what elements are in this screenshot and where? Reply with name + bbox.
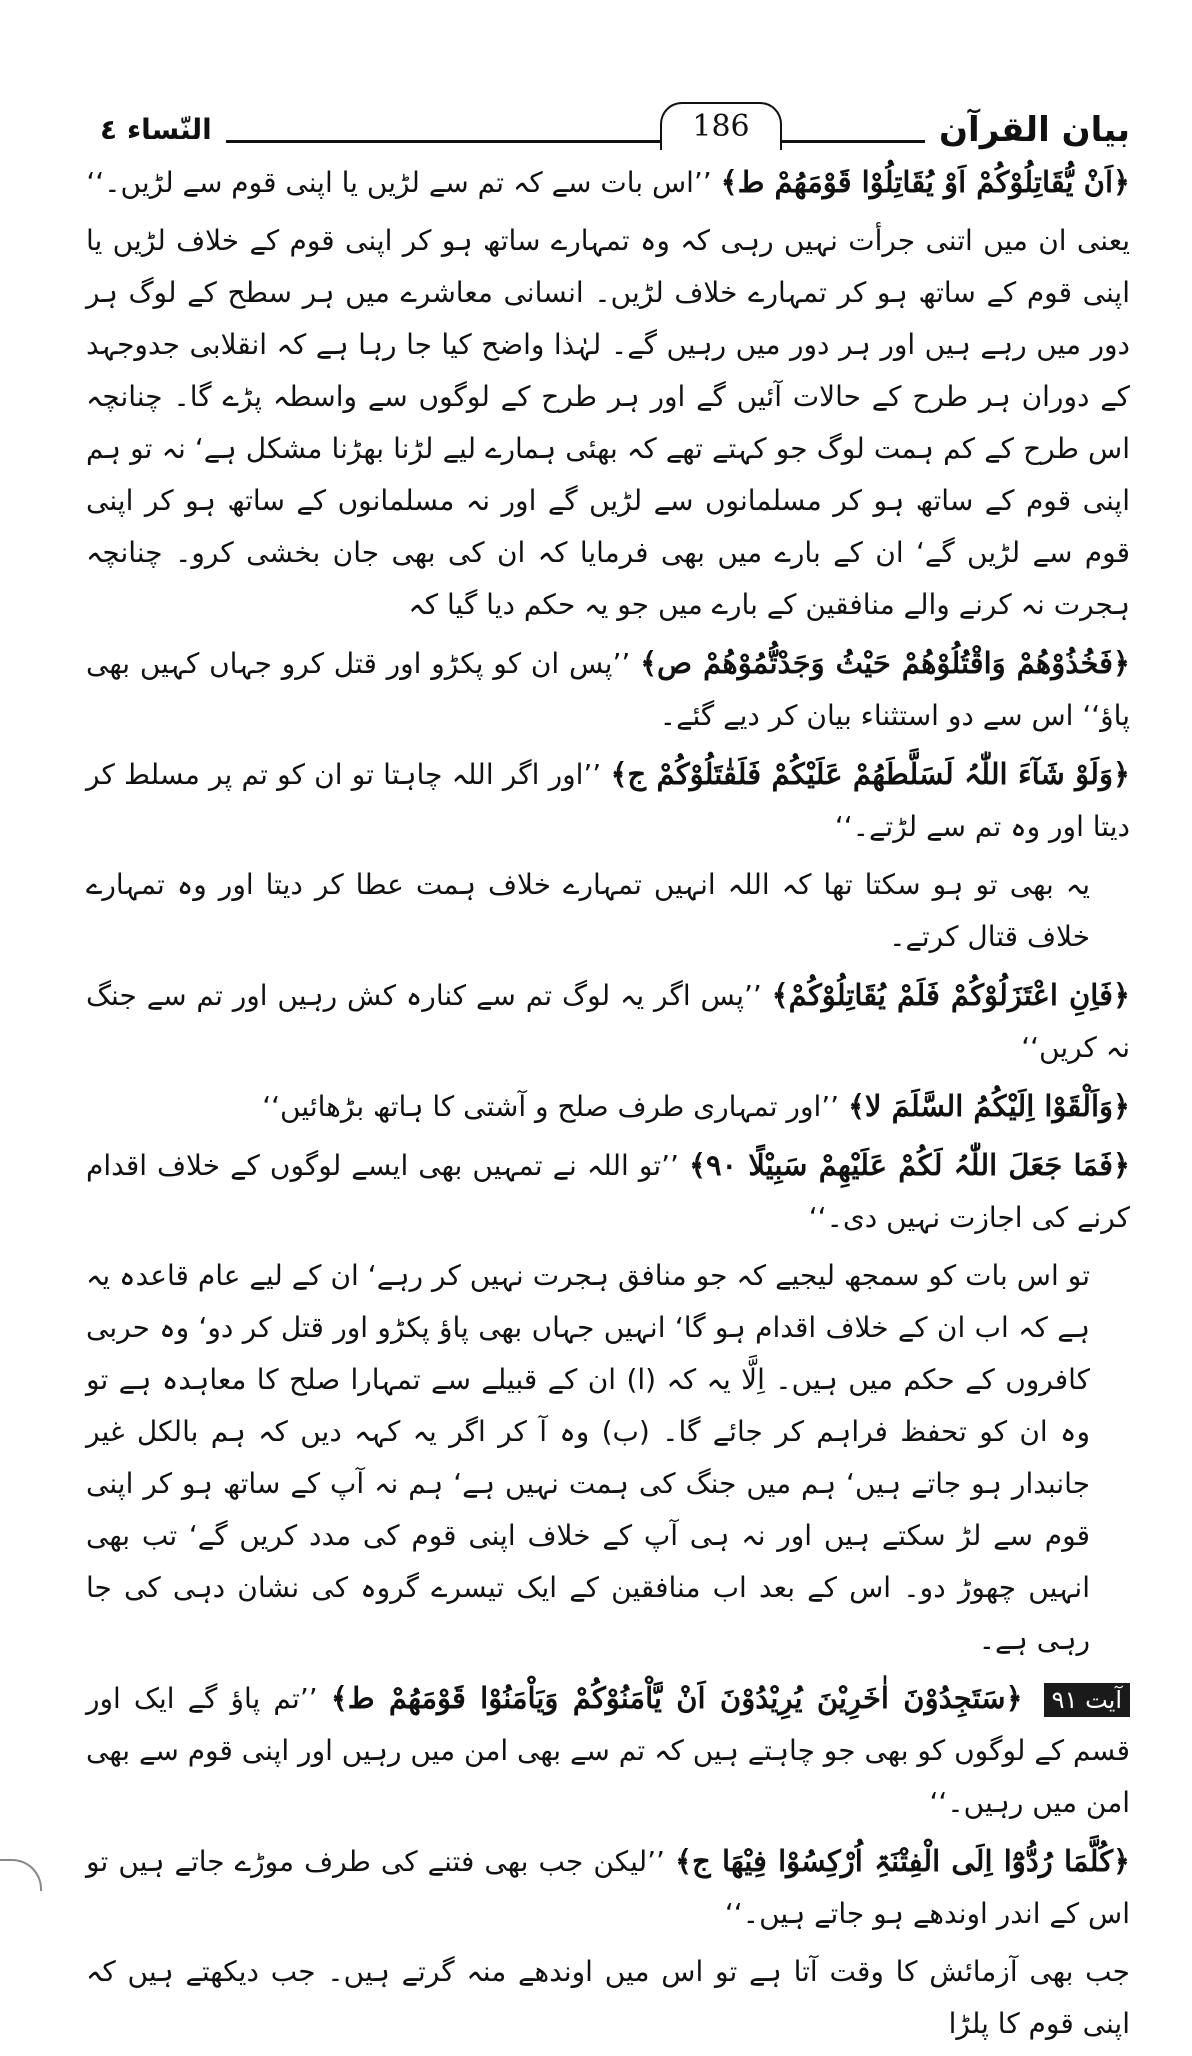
verse-paragraph: [86, 637, 1130, 742]
book-title: بیان القرآن: [925, 110, 1130, 150]
verse-paragraph: [86, 748, 1130, 853]
commentary-text: یعنی ان میں اتنی جرأت نہیں رہی کہ وہ تمہارے ساتھ ہو کر اپنی قوم کے خلاف لڑیں یا اپنی قوم کے ساتھ ہو کر تمہارے خلاف لڑیں۔ انسانی معاشرے میں ہر سطح کے لوگ ہر دور میں رہے ہیں اور ہر دور میں رہیں گے۔ لہٰذا واضح کیا جا رہا ہے کہ انقلابی جدوجہد کے دوران ہر طرح کے حالات آئیں گے اور ہر طرح کے لوگوں سے واسطہ پڑے گا۔ چنانچہ اس طرح کے کم ہمت لوگ جو کہتے تھے کہ بھئی ہمارے لیے لڑنا بھڑنا مشکل ہے‘ نہ تو ہم اپنی قوم کے ساتھ ہو کر مسلمانوں سے لڑیں گے اور نہ مسلمانوں کے ساتھ ہو کر اپنی قوم سے لڑیں گے‘ ان کے بارے میں بھی فرمایا کہ ان کی بھی جان بخشی کرو۔ چنانچہ ہجرت نہ کرنے والے منافقین کے بارے میں جو یہ حکم دیا گیا کہ: [86, 224, 1130, 621]
arabic-verse: ﴿فَمَا جَعَلَ اللّٰہُ لَکُمْ عَلَیْھِمْ سَبِیْلًا ۹۰﴾: [688, 1148, 1130, 1182]
verse-paragraph: [86, 1835, 1130, 1940]
verse-paragraph: [86, 1672, 1130, 1829]
commentary-text: جب بھی آزمائش کا وقت آتا ہے تو اس میں اوندھے منہ گرتے ہیں۔ جب دیکھتے ہیں کہ اپنی قوم کا پلڑا: [86, 1955, 1130, 2040]
verse-translation: ’’تو اللہ نے تمہیں بھی ایسے لوگوں کے خلاف اقدام کرنے کی اجازت نہیں دی۔‘‘: [86, 1149, 1130, 1234]
commentary-paragraph: [86, 215, 1130, 631]
verse-translation: ’’اور تمہاری طرف صلح و آشتی کا ہاتھ بڑھائیں‘‘: [262, 1090, 840, 1123]
commentary-paragraph: [86, 1250, 1130, 1666]
arabic-verse: ﴿فَاِنِ اعْتَزَلُوْکُمْ فَلَمْ یُقَاتِلُوْکُمْ﴾: [771, 978, 1130, 1012]
commentary-text: یہ بھی تو ہو سکتا تھا کہ اللہ انہیں تمہارے خلاف ہمت عطا کر دیتا اور وہ تمہارے خلاف قتال کرتے۔: [86, 868, 1090, 953]
arabic-verse: ﴿وَلَوْ شَآءَ اللّٰہُ لَسَلَّطَھُمْ عَلَیْکُمْ فَلَقٰتَلُوْکُمْ ج﴾: [610, 757, 1130, 791]
surah-name: النّساء ٤: [100, 112, 226, 148]
verse-translation: ’’تم پاؤ گے ایک اور قسم کے لوگوں کو بھی جو چاہتے ہیں کہ تم سے بھی امن میں رہیں اور اپنی قوم سے بھی امن میں رہیں۔‘‘: [86, 1682, 1130, 1819]
verse-paragraph: [86, 1139, 1130, 1244]
arabic-verse: ﴿کُلَّمَا رُدُّوْٓا اِلَی الْفِتْنَۃِ اُرْکِسُوْا فِیْھَا ج﴾: [675, 1844, 1130, 1878]
verse-paragraph: [86, 969, 1130, 1074]
verse-translation: ’’پس اگر یہ لوگ تم سے کنارہ کش رہیں اور تم سے جنگ نہ کریں‘‘: [86, 979, 1130, 1064]
ayah-number-badge: آیت ۹۱: [1044, 1683, 1130, 1717]
verse-paragraph: [86, 1080, 1130, 1133]
page-header: [100, 110, 1130, 150]
page-content: [86, 156, 1130, 2056]
verse-translation: ’’لیکن جب بھی فتنے کی طرف موڑے جاتے ہیں تو اس کے اندر اوندھے ہو جاتے ہیں۔‘‘: [86, 1845, 1130, 1930]
commentary-text: تو اس بات کو سمجھ لیجیے کہ جو منافق ہجرت نہیں کر رہے‘ ان کے لیے عام قاعدہ یہ ہے کہ اب ان کے خلاف اقدام ہو گا‘ انہیں جہاں بھی پاؤ پکڑو اور قتل کر دو‘ وہ حربی کافروں کے حکم میں ہیں۔ اِلَّا یہ کہ (ا) ان کے قبیلے سے تمہارا صلح کا معاہدہ ہے تو وہ ان کو تحفظ فراہم کر جائے گا۔ (ب) وہ آ کر اگر یہ کہہ دیں کہ ہم بالکل غیر جانبدار ہو جاتے ہیں‘ ہم میں جنگ کی ہمت نہیں ہے‘ ہم نہ آپ کے ساتھ ہو کر اپنی قوم سے لڑ سکتے ہیں اور نہ ہی آپ کے خلاف اپنی قوم کی مدد کریں گے‘ تب بھی انہیں چھوڑ دو۔ اس کے بعد اب منافقین کے ایک تیسرے گروہ کی نشان دہی کی جا رہی ہے۔: [86, 1259, 1091, 1656]
page-number: 186: [660, 102, 782, 150]
commentary-paragraph: [86, 859, 1130, 963]
verse-paragraph: [86, 156, 1130, 209]
commentary-paragraph: [86, 1946, 1130, 2050]
verse-translation: ’’اور اگر اللہ چاہتا تو ان کو تم پر مسلط کر دیتا اور وہ تم سے لڑتے۔‘‘: [86, 758, 1130, 843]
arabic-verse: ﴿فَخُذُوْھُمْ وَاقْتُلُوْھُمْ حَیْثُ وَجَدْتُّمُوْھُمْ ص﴾: [640, 646, 1131, 680]
verse-translation: ’’اس بات سے کہ تم سے لڑیں یا اپنی قوم سے لڑیں۔‘‘: [86, 166, 712, 199]
verse-translation: ’’پس ان کو پکڑو اور قتل کرو جہاں کہیں بھی پاؤ‘‘ اس سے دو استثناء بیان کر دیے گئے۔: [86, 647, 1130, 732]
arabic-verse: ﴿اَنْ یُّقَاتِلُوْکُمْ اَوْ یُقَاتِلُوْا قَوْمَھُمْ ط﴾: [720, 165, 1130, 199]
arabic-verse: ﴿سَتَجِدُوْنَ اٰخَرِیْنَ یُرِیْدُوْنَ اَنْ یَّاْمَنُوْکُمْ وَیَاْمَنُوْا قَوْمَھُمْ ط﴾: [330, 1681, 1023, 1715]
scan-corner-mark: [0, 1859, 42, 1891]
arabic-verse: ﴿وَاَلْقَوْا اِلَیْکُمُ السَّلَمَ لا﴾: [847, 1089, 1130, 1123]
